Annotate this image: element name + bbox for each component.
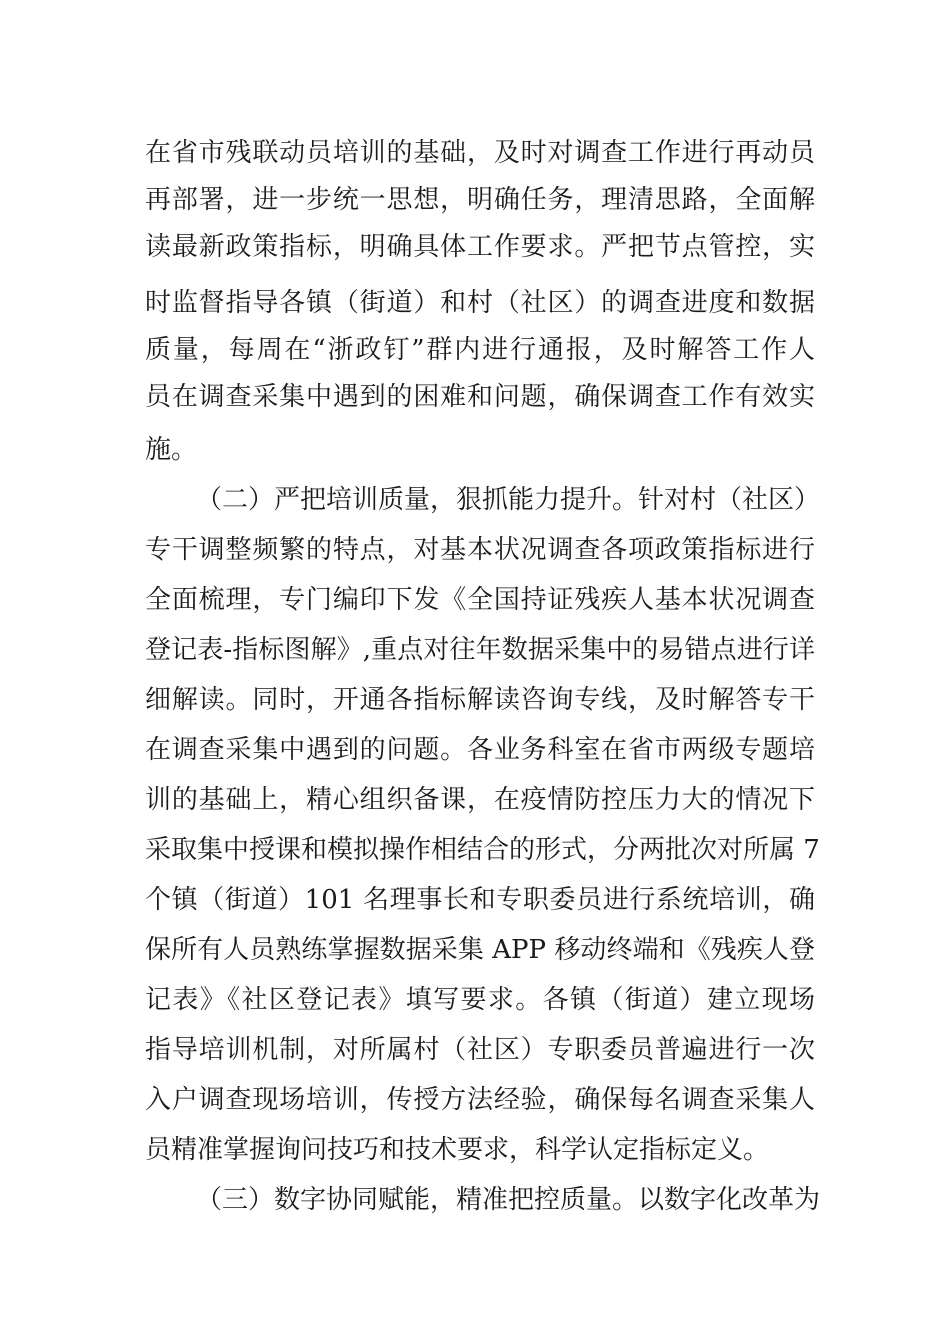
text-line: 采取集中授课和模拟操作相结合的形式，分两批次对所属 7	[145, 835, 820, 865]
text-line: 在省市残联动员培训的基础，及时对调查工作进行再动员	[145, 138, 815, 168]
text-line: 专干调整频繁的特点，对基本状况调查各项政策指标进行	[145, 535, 815, 565]
text-line: 登记表-指标图解》,重点对往年数据采集中的易错点进行详	[145, 635, 815, 665]
text-line: 细解读。同时，开通各指标解读咨询专线，及时解答专干	[145, 685, 815, 715]
text-line: 入户调查现场培训，传授方法经验，确保每名调查采集人	[145, 1085, 815, 1115]
text-line: 在调查采集中遇到的问题。各业务科室在省市两级专题培	[145, 735, 815, 765]
text-line: 员在调查采集中遇到的困难和问题，确保调查工作有效实	[145, 382, 815, 412]
text-line: 读最新政策指标，明确具体工作要求。严把节点管控，实	[145, 232, 815, 262]
text-line: 个镇（街道）101 名理事长和专职委员进行系统培训，确	[145, 885, 815, 915]
text-line: 训的基础上，精心组织备课，在疫情防控压力大的情况下	[145, 785, 815, 815]
text-line: 再部署，进一步统一思想，明确任务，理清思路，全面解	[145, 185, 815, 215]
text-line: 记表》《社区登记表》填写要求。各镇（街道）建立现场	[145, 985, 815, 1015]
text-line: 施。	[145, 435, 198, 465]
text-line: 时监督指导各镇（街道）和村（社区）的调查进度和数据	[145, 288, 815, 318]
text-line: 员精准掌握询问技巧和技术要求，科学认定指标定义。	[145, 1135, 770, 1165]
text-line: 质量，每周在“浙政钉”群内进行通报，及时解答工作人	[145, 335, 815, 365]
paragraph-heading-3: （三）数字协同赋能，精准把控质量。以数字化改革为	[196, 1185, 821, 1215]
paragraph-heading-2: （二）严把培训质量，狠抓能力提升。针对村（社区）	[196, 485, 821, 515]
text-line: 全面梳理，专门编印下发《全国持证残疾人基本状况调查	[145, 585, 815, 615]
text-line: 保所有人员熟练掌握数据采集 APP 移动终端和《残疾人登	[145, 935, 815, 965]
text-line: 指导培训机制，对所属村（社区）专职委员普遍进行一次	[145, 1035, 815, 1065]
